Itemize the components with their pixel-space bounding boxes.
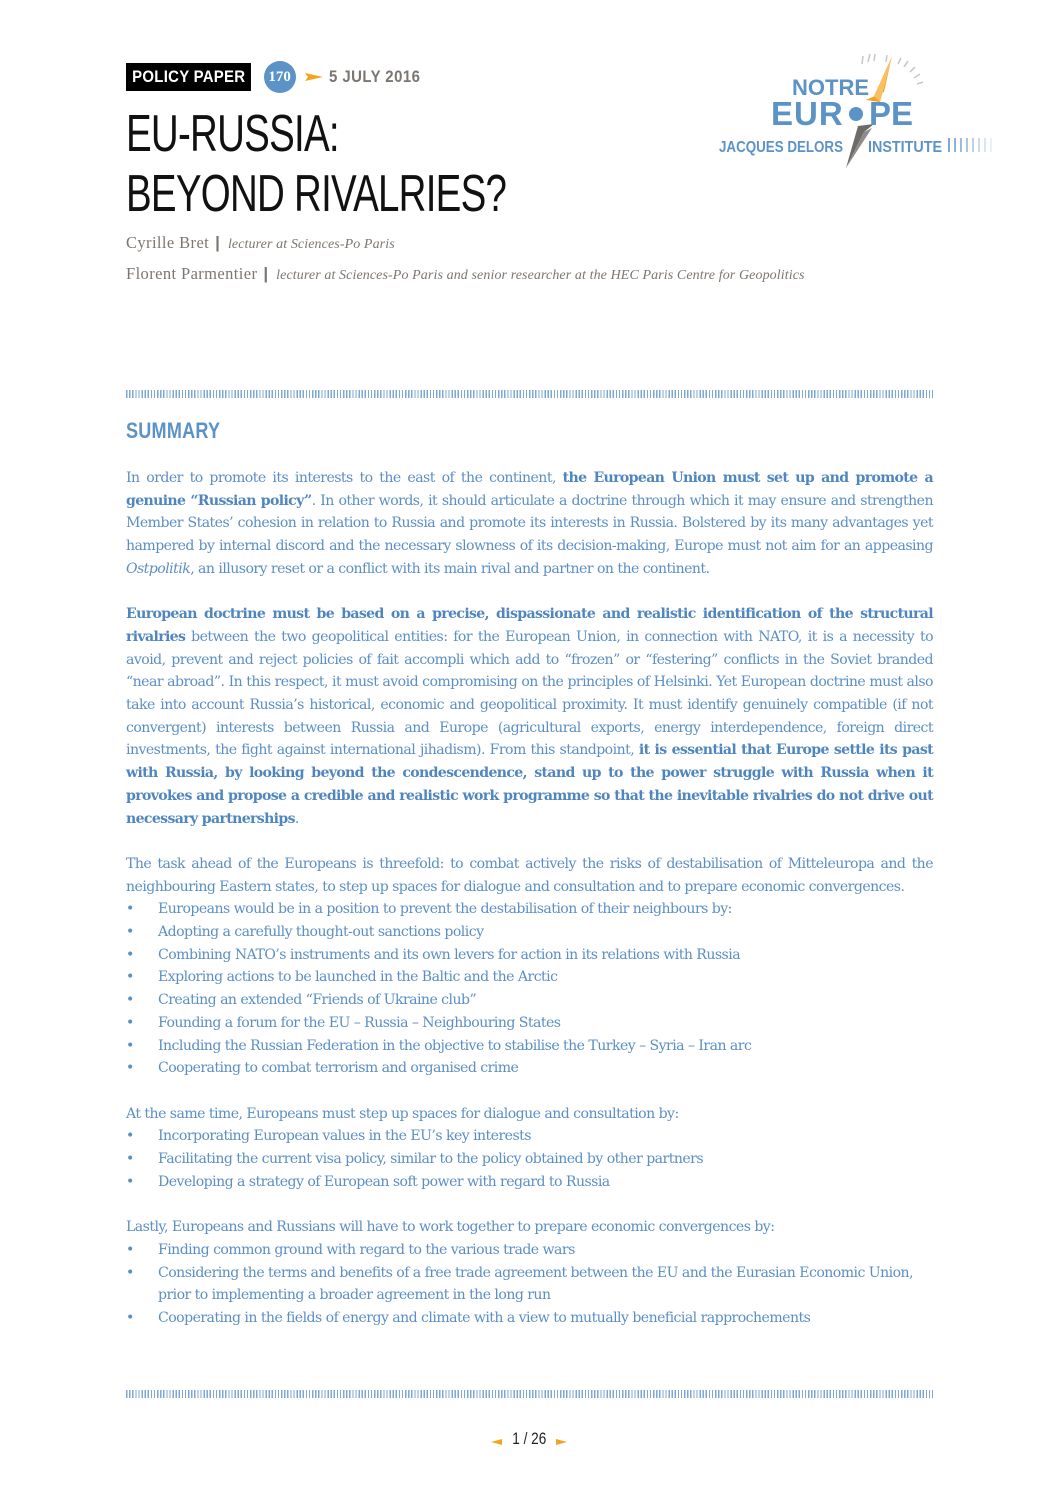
summary-body [126, 467, 933, 1330]
dashed-divider-top [126, 390, 933, 398]
author-list [126, 233, 805, 295]
policy-paper-badge: POLICY PAPER [126, 63, 251, 91]
bullet-list-economic [126, 1239, 933, 1330]
list-item: • Facilitating the current visa policy, similar to the policy obtained by other partners [126, 1148, 933, 1171]
bullet-list-destabilisation [126, 898, 933, 1080]
list-item: • Europeans would be in a position to prevent the destabilisation of their neighbours by: [126, 898, 933, 921]
list-item: • Adopting a carefully thought-out sanctions policy [126, 921, 933, 944]
page-title [126, 104, 506, 224]
author-separator: | [215, 233, 220, 252]
summary-paragraph-5: Lastly, Europeans and Russians will have to work together to prepare economic convergences by: [126, 1219, 775, 1236]
list-item: • Including the Russian Federation in the objective to stabilise the Turkey – Syria – Iran arc [126, 1035, 933, 1058]
svg-text:EUR: EUR [771, 95, 844, 132]
author-entry [126, 264, 805, 295]
summary-paragraph-3: The task ahead of the Europeans is threefold: to combat actively the risks of destabilisation of Mitteleuropa and the neighbouring Eastern states, to step up spaces for dialogue and consultation and to prepare economic convergences. [126, 855, 933, 895]
bullet-list-dialogue [126, 1125, 933, 1193]
page-footer [0, 1429, 1058, 1449]
list-item: • Cooperating in the fields of energy and climate with a view to mutually beneficial rapprochements [126, 1307, 933, 1330]
list-item: • Combining NATO’s instruments and its own levers for action in its relations with Russia [126, 944, 933, 967]
svg-text:JACQUES DELORS: JACQUES DELORS [719, 139, 844, 156]
list-item: • Cooperating to combat terrorism and organised crime [126, 1057, 933, 1080]
list-item: • Finding common ground with regard to the various trade wars [126, 1239, 933, 1262]
footer-arrow-right-icon [556, 1430, 567, 1449]
notre-europe-logo [716, 52, 998, 170]
svg-text:NOTRE: NOTRE [792, 75, 869, 100]
section-heading-summary: SUMMARY [126, 418, 221, 443]
list-item: • Developing a strategy of European soft power with regard to Russia [126, 1171, 933, 1194]
author-name: Florent Parmentier [126, 264, 258, 283]
footer-arrow-left-icon [491, 1430, 502, 1449]
title-line-1: EU-RUSSIA: [126, 105, 339, 163]
author-role: lecturer at Sciences-Po Paris [227, 237, 395, 252]
author-name: Cyrille Bret [126, 233, 210, 252]
paper-header [126, 63, 432, 91]
list-item: • Creating an extended “Friends of Ukraine club” [126, 989, 933, 1012]
publication-date: 5 JULY 2016 [328, 67, 420, 86]
summary-paragraph-2: European doctrine must be based on a precise, dispassionate and realistic identification of the structural rivalries between the two geopolitical entities: for the European Union, in connection with NATO, it is a necessity to avoid, prevent and reject policies of fait accompli which add to “frozen” or “festering” conflicts in the Soviet branded “near abroad”. In this respect, it must avoid compromising on the principles of Helsinki. Yet European doctrine must also take into account Russia’s historical, economic and geopolitical proximity. It must identify genuinely compatible (if not convergent) interests between Russia and Europe (agricultural exports, energy interdependence, foreign direct investments, the fight against international jihadism). From this standpoint, it is essential that Europe settle its past with Russia, by looking beyond the condescendence, stand up to the power struggle with Russia when it provokes and propose a credible and realistic work programme so that the inevitable rivalries do not drive out necessary partnerships. [126, 606, 933, 827]
list-item: • Exploring actions to be launched in the Baltic and the Arctic [126, 966, 933, 989]
orange-arrow-icon [305, 72, 323, 82]
list-item: • Considering the terms and benefits of a free trade agreement between the EU and the Eurasian Economic Union, prior to implementing a broader agreement in the long run [126, 1262, 933, 1307]
summary-paragraph-4: At the same time, Europeans must step up spaces for dialogue and consultation by: [126, 1105, 679, 1122]
list-item: • Founding a forum for the EU – Russia – Neighbouring States [126, 1012, 933, 1035]
author-role: lecturer at Sciences-Po Paris and senior researcher at the HEC Paris Centre for Geopolitics [276, 268, 805, 283]
paper-number-badge: 170 [264, 61, 296, 93]
dashed-divider-bottom [126, 1390, 933, 1398]
page-number: 1 / 26 [511, 1429, 547, 1448]
title-line-2: BEYOND RIVALRIES? [126, 165, 507, 223]
svg-text:INSTITUTE: INSTITUTE [868, 139, 943, 156]
summary-paragraph-1: In order to promote its interests to the east of the continent, the European Union must set up and promote a genuine “Russian policy”. In other words, it should articulate a doctrine through which it may ensure and strengthen Member States’ cohesion in relation to Russia and promote its interests in Russia. Bolstered by its many advantages yet hampered by internal discord and the necessary slowness of its decision-making, Europe must not aim for an appeasing Ostpolitik, an illusory reset or a conflict with its main rival and partner on the continent. [126, 470, 933, 577]
compass-logo-icon [716, 52, 998, 170]
author-entry [126, 233, 805, 264]
svg-text:PE: PE [869, 95, 914, 132]
author-separator: | [263, 264, 269, 283]
list-item: • Incorporating European values in the EU’s key interests [126, 1125, 933, 1148]
